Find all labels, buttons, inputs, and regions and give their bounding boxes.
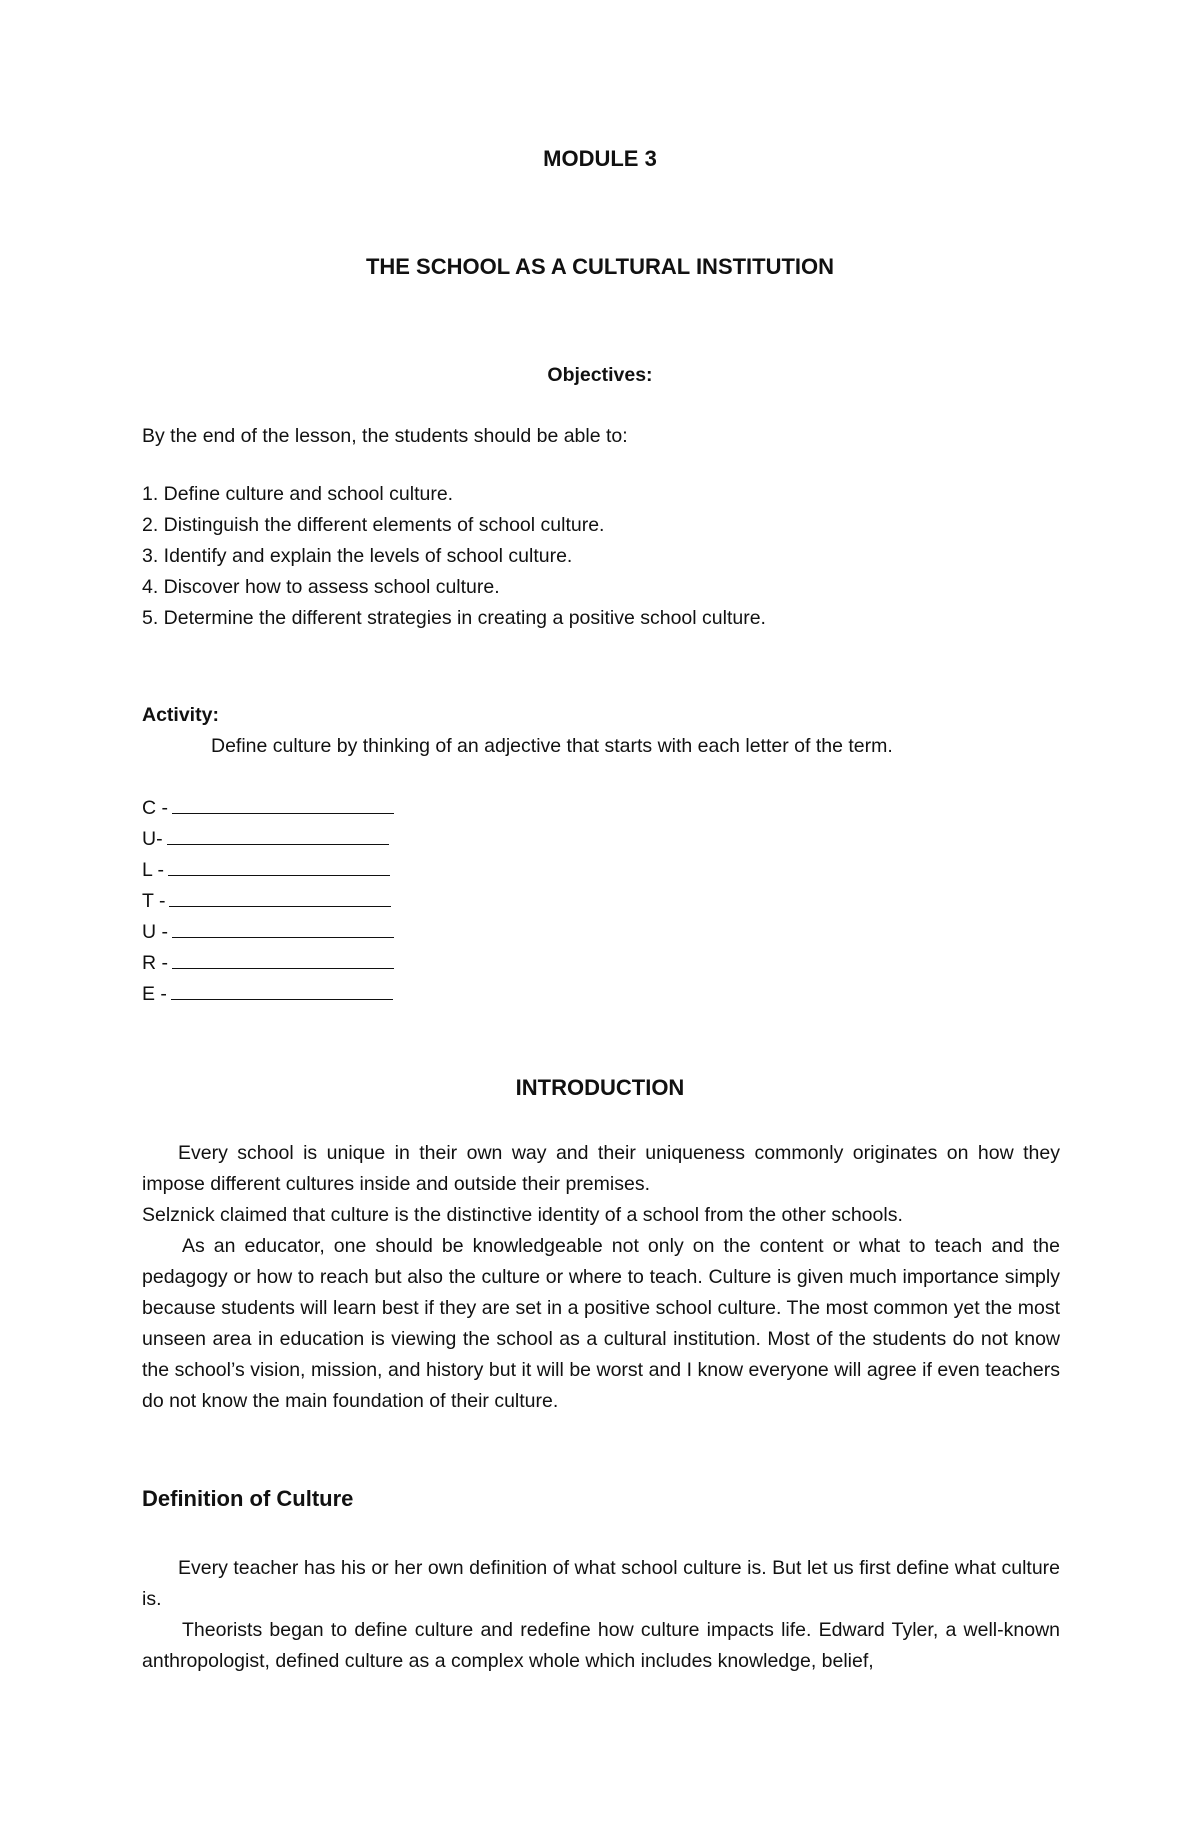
objective-item: 3. Identify and explain the levels of school culture.: [142, 545, 573, 567]
module-subtitle: THE SCHOOL AS A CULTURAL INSTITUTION: [365, 254, 835, 279]
acrostic-letter: C -: [142, 797, 168, 819]
acrostic-row: [142, 855, 542, 886]
objective-item: 5. Determine the different strategies in creating a positive school culture.: [142, 607, 766, 629]
acrostic-row: [142, 979, 542, 1010]
definition-body: [142, 1553, 1060, 1677]
definition-heading: Definition of Culture: [142, 1486, 354, 1511]
acrostic-row: [142, 886, 542, 917]
objectives-intro: By the end of the lesson, the students should be able to:: [142, 425, 628, 447]
objectives-heading: Objectives:: [547, 364, 653, 386]
intro-paragraph: Selznick claimed that culture is the distinctive identity of a school from the other schools.: [142, 1204, 903, 1226]
acrostic-letter: T -: [142, 890, 166, 912]
activity-instruction: Define culture by thinking of an adjective that starts with each letter of the term.: [211, 735, 893, 757]
acrostic-row: [142, 793, 542, 824]
intro-paragraph: Every school is unique in their own way and their uniqueness commonly originates on how they impose different cultures inside and outside their premises.: [142, 1142, 1060, 1195]
definition-paragraph: Theorists began to define culture and redefine how culture impacts life. Edward Tyler, a well-known anthropologist, defined culture as a complex whole which includes knowledge, belief,: [142, 1619, 1060, 1672]
culture-acrostic: [142, 793, 542, 1010]
objective-item: 2. Distinguish the different elements of school culture.: [142, 514, 605, 536]
acrostic-row: [142, 917, 542, 948]
module-title: MODULE 3: [543, 146, 657, 171]
acrostic-letter: U -: [142, 921, 168, 943]
objectives-list: [142, 479, 1042, 634]
answer-blank[interactable]: [171, 981, 393, 1000]
answer-blank[interactable]: [172, 795, 394, 814]
objective-item: 4. Discover how to assess school culture.: [142, 576, 500, 598]
answer-blank[interactable]: [172, 919, 394, 938]
acrostic-letter: U-: [142, 828, 163, 850]
answer-blank[interactable]: [172, 950, 394, 969]
introduction-heading: INTRODUCTION: [515, 1075, 685, 1100]
introduction-body: [142, 1138, 1060, 1417]
definition-paragraph: Every teacher has his or her own definition of what school culture is. But let us first define what culture is.: [142, 1557, 1060, 1610]
acrostic-letter: R -: [142, 952, 168, 974]
answer-blank[interactable]: [169, 888, 391, 907]
acrostic-letter: E -: [142, 983, 167, 1005]
acrostic-row: [142, 824, 542, 855]
acrostic-row: [142, 948, 542, 979]
answer-blank[interactable]: [168, 857, 390, 876]
answer-blank[interactable]: [167, 826, 389, 845]
acrostic-letter: L -: [142, 859, 165, 881]
objective-item: 1. Define culture and school culture.: [142, 483, 454, 505]
activity-heading: Activity:: [142, 704, 219, 726]
intro-paragraph: As an educator, one should be knowledgeable not only on the content or what to teach and the pedagogy or how to reach but also the culture or where to teach. Culture is given much importance simply because students will learn best if they are set in a positive school culture. The most common yet the most unseen area in education is viewing the school as a cultural institution. Most of the students do not know the school’s vision, mission, and history but it will be worst and I know everyone will agree if even teachers do not know the main foundation of their culture.: [142, 1235, 1060, 1412]
